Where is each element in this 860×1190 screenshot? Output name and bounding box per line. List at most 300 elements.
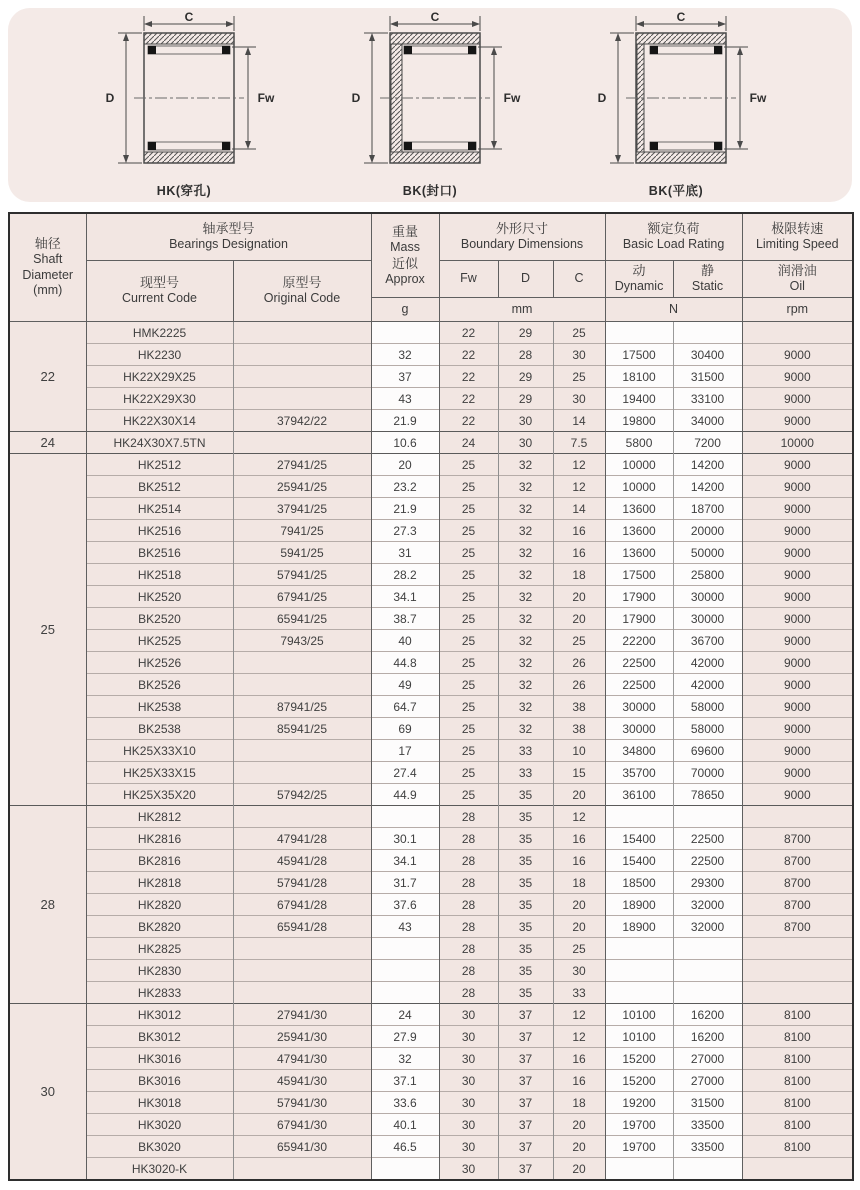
cell-dynamic-load: 15200 bbox=[605, 1070, 673, 1092]
cell-shaft-diameter: 30 bbox=[9, 1004, 86, 1181]
table-row bbox=[9, 696, 853, 718]
cell-mass: 21.9 bbox=[371, 410, 439, 432]
cell-original-code: 27941/30 bbox=[233, 1004, 371, 1026]
table-row bbox=[9, 1114, 853, 1136]
cell-current-code: HK2525 bbox=[86, 630, 233, 652]
cell-static-load: 70000 bbox=[673, 762, 742, 784]
table-row bbox=[9, 630, 853, 652]
cell-c: 12 bbox=[553, 1026, 605, 1048]
cell-dynamic-load: 10000 bbox=[605, 476, 673, 498]
cell-dynamic-load: 19400 bbox=[605, 388, 673, 410]
cell-fw: 25 bbox=[439, 454, 498, 476]
cell-fw: 25 bbox=[439, 476, 498, 498]
cell-mass bbox=[371, 960, 439, 982]
table-row bbox=[9, 520, 853, 542]
cell-current-code: BK2538 bbox=[86, 718, 233, 740]
cell-static-load: 42000 bbox=[673, 674, 742, 696]
table-row bbox=[9, 674, 853, 696]
cell-static-load: 18700 bbox=[673, 498, 742, 520]
cell-c: 18 bbox=[553, 872, 605, 894]
cell-current-code: HK2230 bbox=[86, 344, 233, 366]
cell-static-load: 14200 bbox=[673, 454, 742, 476]
cell-limiting-speed: 9000 bbox=[742, 740, 853, 762]
cell-current-code: HK2833 bbox=[86, 982, 233, 1004]
cell-current-code: HK22X29X30 bbox=[86, 388, 233, 410]
cell-current-code: HK3020 bbox=[86, 1114, 233, 1136]
cell-dynamic-load: 30000 bbox=[605, 696, 673, 718]
cell-limiting-speed: 8100 bbox=[742, 1070, 853, 1092]
bearing-cross-section bbox=[330, 11, 530, 183]
cell-current-code: HK2816 bbox=[86, 828, 233, 850]
cell-current-code: BK3020 bbox=[86, 1136, 233, 1158]
table-row bbox=[9, 388, 853, 410]
cell-static-load: 14200 bbox=[673, 476, 742, 498]
cell-fw: 25 bbox=[439, 564, 498, 586]
cell-mass: 64.7 bbox=[371, 696, 439, 718]
cell-c: 16 bbox=[553, 542, 605, 564]
cell-static-load: 58000 bbox=[673, 718, 742, 740]
cell-mass: 17 bbox=[371, 740, 439, 762]
cell-dynamic-load: 19800 bbox=[605, 410, 673, 432]
cell-current-code: BK2512 bbox=[86, 476, 233, 498]
table-row bbox=[9, 498, 853, 520]
cell-original-code: 45941/28 bbox=[233, 850, 371, 872]
cell-original-code: 67941/30 bbox=[233, 1114, 371, 1136]
cell-limiting-speed bbox=[742, 322, 853, 344]
table-row bbox=[9, 344, 853, 366]
cell-fw: 22 bbox=[439, 366, 498, 388]
cell-dynamic-load bbox=[605, 982, 673, 1004]
cell-d: 32 bbox=[498, 542, 553, 564]
cell-static-load: 69600 bbox=[673, 740, 742, 762]
bearing-cross-section bbox=[576, 11, 776, 183]
cell-d: 37 bbox=[498, 1136, 553, 1158]
cell-d: 35 bbox=[498, 982, 553, 1004]
cell-limiting-speed: 9000 bbox=[742, 498, 853, 520]
cell-original-code: 57942/25 bbox=[233, 784, 371, 806]
cell-d: 37 bbox=[498, 1048, 553, 1070]
cell-mass: 69 bbox=[371, 718, 439, 740]
cell-current-code: HK2825 bbox=[86, 938, 233, 960]
cell-fw: 28 bbox=[439, 872, 498, 894]
cell-fw: 25 bbox=[439, 630, 498, 652]
cell-mass: 10.6 bbox=[371, 432, 439, 454]
cell-fw: 30 bbox=[439, 1136, 498, 1158]
cell-d: 32 bbox=[498, 718, 553, 740]
table-row bbox=[9, 850, 853, 872]
cell-fw: 28 bbox=[439, 916, 498, 938]
cell-fw: 24 bbox=[439, 432, 498, 454]
cell-dynamic-load bbox=[605, 322, 673, 344]
cell-current-code: HK22X29X25 bbox=[86, 366, 233, 388]
cell-c: 20 bbox=[553, 1158, 605, 1181]
cell-original-code bbox=[233, 960, 371, 982]
cell-limiting-speed bbox=[742, 938, 853, 960]
table-row bbox=[9, 960, 853, 982]
cell-fw: 30 bbox=[439, 1026, 498, 1048]
cell-c: 30 bbox=[553, 960, 605, 982]
cell-original-code: 65941/25 bbox=[233, 608, 371, 630]
cell-limiting-speed: 8700 bbox=[742, 872, 853, 894]
svg-text:D: D bbox=[597, 91, 607, 105]
cell-mass: 33.6 bbox=[371, 1092, 439, 1114]
cell-current-code: HK24X30X7.5TN bbox=[86, 432, 233, 454]
cell-c: 18 bbox=[553, 1092, 605, 1114]
cell-current-code: BK2820 bbox=[86, 916, 233, 938]
cell-original-code: 47941/28 bbox=[233, 828, 371, 850]
table-row bbox=[9, 366, 853, 388]
cell-current-code: HK25X35X20 bbox=[86, 784, 233, 806]
table-row bbox=[9, 718, 853, 740]
table-row bbox=[9, 762, 853, 784]
cell-current-code: HK2520 bbox=[86, 586, 233, 608]
bearing-figure-bk-flat bbox=[576, 11, 776, 199]
cell-dynamic-load: 13600 bbox=[605, 498, 673, 520]
cell-c: 12 bbox=[553, 1004, 605, 1026]
cell-d: 32 bbox=[498, 498, 553, 520]
table-row bbox=[9, 564, 853, 586]
figure-caption: BK(平底) bbox=[648, 184, 704, 198]
cell-limiting-speed: 8700 bbox=[742, 828, 853, 850]
cell-c: 20 bbox=[553, 916, 605, 938]
cell-static-load: 30000 bbox=[673, 586, 742, 608]
cell-static-load: 32000 bbox=[673, 894, 742, 916]
cell-original-code: 25941/30 bbox=[233, 1026, 371, 1048]
cell-original-code: 65941/28 bbox=[233, 916, 371, 938]
cell-c: 25 bbox=[553, 366, 605, 388]
cell-static-load: 22500 bbox=[673, 850, 742, 872]
cell-fw: 25 bbox=[439, 586, 498, 608]
cell-fw: 25 bbox=[439, 740, 498, 762]
cell-static-load: 22500 bbox=[673, 828, 742, 850]
cell-limiting-speed: 9000 bbox=[742, 476, 853, 498]
cell-d: 32 bbox=[498, 564, 553, 586]
cell-fw: 28 bbox=[439, 938, 498, 960]
cell-d: 35 bbox=[498, 872, 553, 894]
cell-current-code: BK2816 bbox=[86, 850, 233, 872]
cell-original-code: 65941/30 bbox=[233, 1136, 371, 1158]
cell-fw: 28 bbox=[439, 850, 498, 872]
cell-fw: 25 bbox=[439, 696, 498, 718]
header-oil: 润滑油 Oil bbox=[742, 261, 853, 298]
cell-limiting-speed: 9000 bbox=[742, 388, 853, 410]
cell-c: 16 bbox=[553, 1070, 605, 1092]
cell-limiting-speed: 9000 bbox=[742, 784, 853, 806]
table-body bbox=[9, 322, 853, 1181]
cell-current-code: HK2538 bbox=[86, 696, 233, 718]
cell-static-load bbox=[673, 938, 742, 960]
cell-original-code: 5941/25 bbox=[233, 542, 371, 564]
table-row bbox=[9, 586, 853, 608]
cell-dynamic-load: 15400 bbox=[605, 828, 673, 850]
cell-c: 16 bbox=[553, 520, 605, 542]
cell-d: 37 bbox=[498, 1092, 553, 1114]
cell-current-code: HK3020-K bbox=[86, 1158, 233, 1181]
header-shaft-diameter: 轴径 Shaft Diameter (mm) bbox=[9, 213, 86, 322]
cell-d: 32 bbox=[498, 652, 553, 674]
header-original-code: 原型号 Original Code bbox=[233, 261, 371, 322]
cell-fw: 30 bbox=[439, 1114, 498, 1136]
cell-limiting-speed: 9000 bbox=[742, 762, 853, 784]
cell-limiting-speed: 9000 bbox=[742, 564, 853, 586]
table-row bbox=[9, 322, 853, 344]
cell-d: 30 bbox=[498, 432, 553, 454]
cell-dynamic-load: 13600 bbox=[605, 542, 673, 564]
cell-dynamic-load: 19700 bbox=[605, 1114, 673, 1136]
bearing-cross-section bbox=[84, 11, 284, 183]
cell-dynamic-load: 15200 bbox=[605, 1048, 673, 1070]
cell-dynamic-load: 10100 bbox=[605, 1026, 673, 1048]
svg-text:D: D bbox=[105, 91, 115, 105]
cell-static-load: 31500 bbox=[673, 1092, 742, 1114]
table-row bbox=[9, 1026, 853, 1048]
cell-original-code: 27941/25 bbox=[233, 454, 371, 476]
cell-dynamic-load: 22500 bbox=[605, 674, 673, 696]
cell-d: 32 bbox=[498, 586, 553, 608]
cell-fw: 25 bbox=[439, 674, 498, 696]
cell-c: 7.5 bbox=[553, 432, 605, 454]
cell-limiting-speed: 9000 bbox=[742, 674, 853, 696]
cell-shaft-diameter: 28 bbox=[9, 806, 86, 1004]
cell-limiting-speed: 10000 bbox=[742, 432, 853, 454]
cell-d: 37 bbox=[498, 1070, 553, 1092]
cell-mass: 24 bbox=[371, 1004, 439, 1026]
cell-current-code: HK22X30X14 bbox=[86, 410, 233, 432]
cell-c: 20 bbox=[553, 784, 605, 806]
cell-c: 30 bbox=[553, 344, 605, 366]
cell-limiting-speed: 9000 bbox=[742, 520, 853, 542]
table-row bbox=[9, 652, 853, 674]
cell-limiting-speed: 8100 bbox=[742, 1004, 853, 1026]
cell-fw: 28 bbox=[439, 960, 498, 982]
cell-original-code bbox=[233, 938, 371, 960]
table-row bbox=[9, 806, 853, 828]
cell-d: 33 bbox=[498, 740, 553, 762]
cell-c: 12 bbox=[553, 476, 605, 498]
header-limiting-speed: 极限转速 Limiting Speed bbox=[742, 213, 853, 261]
table-row bbox=[9, 1070, 853, 1092]
cell-static-load: 25800 bbox=[673, 564, 742, 586]
cell-original-code: 67941/28 bbox=[233, 894, 371, 916]
cell-mass: 32 bbox=[371, 344, 439, 366]
svg-text:Fw: Fw bbox=[749, 91, 767, 105]
cell-limiting-speed: 9000 bbox=[742, 542, 853, 564]
header-dims-unit: mm bbox=[439, 298, 605, 322]
cell-static-load bbox=[673, 806, 742, 828]
cell-mass: 34.1 bbox=[371, 586, 439, 608]
cell-dynamic-load: 35700 bbox=[605, 762, 673, 784]
cell-d: 35 bbox=[498, 960, 553, 982]
header-static: 静 Static bbox=[673, 261, 742, 298]
cell-static-load: 36700 bbox=[673, 630, 742, 652]
cell-c: 18 bbox=[553, 564, 605, 586]
cell-mass: 40 bbox=[371, 630, 439, 652]
cell-mass bbox=[371, 322, 439, 344]
cell-dynamic-load bbox=[605, 960, 673, 982]
cell-mass: 31.7 bbox=[371, 872, 439, 894]
cell-mass: 44.9 bbox=[371, 784, 439, 806]
cell-mass bbox=[371, 938, 439, 960]
cell-d: 29 bbox=[498, 366, 553, 388]
bearing-figure-bk-seal bbox=[330, 11, 530, 199]
cell-dynamic-load: 18900 bbox=[605, 894, 673, 916]
cell-current-code: HK3018 bbox=[86, 1092, 233, 1114]
table-row bbox=[9, 938, 853, 960]
cell-d: 35 bbox=[498, 784, 553, 806]
cell-limiting-speed: 8100 bbox=[742, 1114, 853, 1136]
cell-dynamic-load: 17900 bbox=[605, 608, 673, 630]
cell-mass: 43 bbox=[371, 916, 439, 938]
cell-static-load: 7200 bbox=[673, 432, 742, 454]
cell-limiting-speed: 9000 bbox=[742, 586, 853, 608]
cell-static-load: 29300 bbox=[673, 872, 742, 894]
cell-dynamic-load: 17500 bbox=[605, 564, 673, 586]
cell-limiting-speed: 9000 bbox=[742, 344, 853, 366]
cell-mass: 43 bbox=[371, 388, 439, 410]
cell-original-code bbox=[233, 1158, 371, 1181]
cell-fw: 25 bbox=[439, 520, 498, 542]
cell-c: 20 bbox=[553, 1114, 605, 1136]
cell-current-code: HMK2225 bbox=[86, 322, 233, 344]
cell-original-code: 85941/25 bbox=[233, 718, 371, 740]
cell-mass: 27.3 bbox=[371, 520, 439, 542]
cell-mass: 49 bbox=[371, 674, 439, 696]
cell-c: 25 bbox=[553, 938, 605, 960]
cell-dynamic-load: 19200 bbox=[605, 1092, 673, 1114]
cell-limiting-speed: 9000 bbox=[742, 718, 853, 740]
cell-d: 32 bbox=[498, 630, 553, 652]
table-row bbox=[9, 1004, 853, 1026]
cell-current-code: HK2812 bbox=[86, 806, 233, 828]
cell-original-code bbox=[233, 982, 371, 1004]
cell-c: 25 bbox=[553, 322, 605, 344]
cell-fw: 30 bbox=[439, 1158, 498, 1181]
table-row bbox=[9, 432, 853, 454]
cell-static-load: 20000 bbox=[673, 520, 742, 542]
header-dynamic: 动 Dynamic bbox=[605, 261, 673, 298]
cell-fw: 30 bbox=[439, 1092, 498, 1114]
cell-current-code: BK3016 bbox=[86, 1070, 233, 1092]
cell-static-load: 16200 bbox=[673, 1004, 742, 1026]
cell-original-code bbox=[233, 322, 371, 344]
cell-c: 20 bbox=[553, 586, 605, 608]
cell-fw: 22 bbox=[439, 344, 498, 366]
table-row bbox=[9, 542, 853, 564]
cell-mass: 20 bbox=[371, 454, 439, 476]
cell-d: 35 bbox=[498, 938, 553, 960]
cell-original-code: 37941/25 bbox=[233, 498, 371, 520]
cell-fw: 25 bbox=[439, 784, 498, 806]
cell-mass: 30.1 bbox=[371, 828, 439, 850]
cell-mass: 46.5 bbox=[371, 1136, 439, 1158]
cell-mass: 37 bbox=[371, 366, 439, 388]
cell-d: 30 bbox=[498, 410, 553, 432]
cell-c: 10 bbox=[553, 740, 605, 762]
cell-limiting-speed: 8700 bbox=[742, 894, 853, 916]
cell-original-code bbox=[233, 652, 371, 674]
svg-text:C: C bbox=[184, 11, 194, 24]
cell-original-code: 7943/25 bbox=[233, 630, 371, 652]
cell-d: 37 bbox=[498, 1004, 553, 1026]
cell-original-code bbox=[233, 388, 371, 410]
cell-c: 16 bbox=[553, 828, 605, 850]
cell-static-load: 33500 bbox=[673, 1136, 742, 1158]
cell-d: 32 bbox=[498, 608, 553, 630]
cell-limiting-speed: 9000 bbox=[742, 696, 853, 718]
cell-limiting-speed: 8700 bbox=[742, 916, 853, 938]
cell-static-load bbox=[673, 1158, 742, 1181]
cell-current-code: HK2514 bbox=[86, 498, 233, 520]
cell-original-code: 67941/25 bbox=[233, 586, 371, 608]
cell-c: 26 bbox=[553, 674, 605, 696]
cell-original-code: 37942/22 bbox=[233, 410, 371, 432]
cell-current-code: HK25X33X10 bbox=[86, 740, 233, 762]
cell-mass bbox=[371, 806, 439, 828]
cell-current-code: HK2512 bbox=[86, 454, 233, 476]
cell-fw: 28 bbox=[439, 982, 498, 1004]
cell-current-code: HK2820 bbox=[86, 894, 233, 916]
cell-d: 32 bbox=[498, 674, 553, 696]
cell-current-code: HK2516 bbox=[86, 520, 233, 542]
cell-original-code bbox=[233, 806, 371, 828]
cell-dynamic-load: 19700 bbox=[605, 1136, 673, 1158]
cell-dynamic-load: 36100 bbox=[605, 784, 673, 806]
table-row bbox=[9, 476, 853, 498]
header-mass-unit: g bbox=[371, 298, 439, 322]
cell-d: 35 bbox=[498, 850, 553, 872]
cell-original-code bbox=[233, 366, 371, 388]
cell-static-load: 30400 bbox=[673, 344, 742, 366]
svg-text:C: C bbox=[676, 11, 686, 24]
cell-d: 37 bbox=[498, 1114, 553, 1136]
cell-c: 38 bbox=[553, 718, 605, 740]
cell-current-code: BK3012 bbox=[86, 1026, 233, 1048]
cell-shaft-diameter: 25 bbox=[9, 454, 86, 806]
cell-original-code: 45941/30 bbox=[233, 1070, 371, 1092]
cell-mass: 27.9 bbox=[371, 1026, 439, 1048]
cell-d: 28 bbox=[498, 344, 553, 366]
cell-current-code: BK2516 bbox=[86, 542, 233, 564]
cell-limiting-speed: 9000 bbox=[742, 366, 853, 388]
cell-fw: 25 bbox=[439, 498, 498, 520]
cell-shaft-diameter: 24 bbox=[9, 432, 86, 454]
cell-dynamic-load: 22200 bbox=[605, 630, 673, 652]
table-row bbox=[9, 894, 853, 916]
cell-d: 29 bbox=[498, 388, 553, 410]
cell-limiting-speed: 8100 bbox=[742, 1048, 853, 1070]
cell-mass: 23.2 bbox=[371, 476, 439, 498]
cell-dynamic-load: 13600 bbox=[605, 520, 673, 542]
cell-static-load: 30000 bbox=[673, 608, 742, 630]
cell-dynamic-load: 17500 bbox=[605, 344, 673, 366]
cell-limiting-speed: 8700 bbox=[742, 850, 853, 872]
cell-dynamic-load: 10100 bbox=[605, 1004, 673, 1026]
table-row bbox=[9, 1158, 853, 1181]
header-d: D bbox=[498, 261, 553, 298]
cell-dynamic-load: 18900 bbox=[605, 916, 673, 938]
cell-fw: 22 bbox=[439, 388, 498, 410]
header-mass: 重量 Mass 近似 Approx bbox=[371, 213, 439, 298]
cell-limiting-speed: 9000 bbox=[742, 630, 853, 652]
diagram-panel bbox=[8, 8, 852, 202]
cell-fw: 25 bbox=[439, 608, 498, 630]
table-row bbox=[9, 1048, 853, 1070]
svg-text:D: D bbox=[351, 91, 361, 105]
cell-d: 32 bbox=[498, 520, 553, 542]
cell-dynamic-load bbox=[605, 806, 673, 828]
cell-fw: 22 bbox=[439, 410, 498, 432]
cell-c: 33 bbox=[553, 982, 605, 1004]
